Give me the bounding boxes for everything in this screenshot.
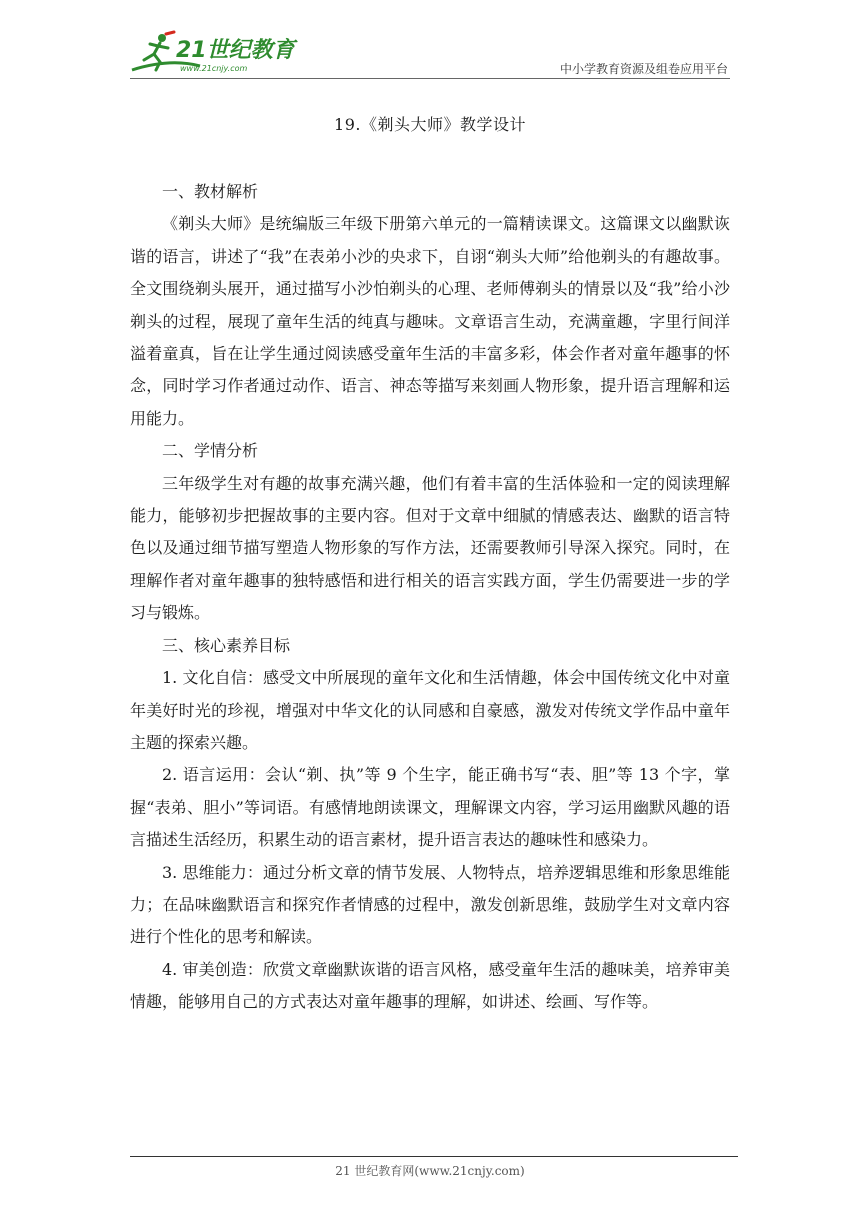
logo-url: www.21cnjy.com bbox=[180, 64, 248, 73]
goal-thinking: 3. 思维能力：通过分析文章的情节发展、人物特点，培养逻辑思维和形象思维能力；在品味幽默语言和探究作者情感的过程中，激发创新思维，鼓励学生对文章内容进行个性化的思考和解读。 bbox=[130, 862, 730, 947]
header-divider bbox=[130, 78, 730, 79]
logo-text: 21世纪教育 bbox=[176, 38, 295, 63]
section-paragraph: 《剃头大师》是统编版三年级下册第六单元的一篇精读课文。这篇课文以幽默诙谐的语言，讲述了“我”在表弟小沙的央求下，自诩“剃头大师”给他剃头的有趣故事。全文围绕剃头展开，通过描写小沙怕剃头的心理、老师傅剃头的情景以及“我”给小沙剃头的过程，展现了童年生活的纯真与趣味。文章语言生动，充满童趣，字里行间洋溢着童真，旨在让学生通过阅读感受童年生活的丰富多彩，体会作者对童年趣事的怀念，同时学习作者通过动作、语言、神态等描写来刻画人物形象，提升语言理解和运用能力。 bbox=[130, 214, 730, 428]
footer-divider bbox=[130, 1156, 738, 1157]
section-heading: 三、核心素养目标 bbox=[162, 635, 291, 655]
page-header bbox=[130, 26, 730, 78]
goal-language: 2. 语言运用：会认“剃、执”等 9 个生字，能正确书写“表、胆”等 13 个字，掌握“表弟、胆小”等词语。有感情地朗读课文，理解课文内容，学习运用幽默风趣的语言描述生活经历，积累生动的语言素材，提升语言表达的趣味性和感染力。 bbox=[130, 765, 730, 850]
document-title: 19.《剃头大师》教学设计 bbox=[334, 115, 526, 134]
section-heading: 二、学情分析 bbox=[162, 441, 259, 461]
section-heading: 一、教材解析 bbox=[162, 182, 259, 201]
runner-logo-icon bbox=[130, 30, 300, 76]
page-footer[interactable]: 21 世纪教育网(www.21cnjy.com) bbox=[335, 1164, 525, 1178]
section-paragraph: 三年级学生对有趣的故事充满兴趣，他们有着丰富的生活体验和一定的阅读理解能力，能够初步把握故事的主要内容。但对于文章中细腻的情感表达、幽默的语言特色以及通过细节描写塑造人物形象的写作方法，还需要教师引导深入探究。同时，在理解作者对童年趣事的独特感悟和进行相关的语言实践方面，学生仍需要进一步的学习与锻炼。 bbox=[130, 473, 730, 623]
site-logo[interactable] bbox=[130, 30, 300, 76]
platform-tagline: 中小学教育资源及组卷应用平台 bbox=[559, 62, 728, 76]
goal-aesthetics: 4. 审美创造：欣赏文章幽默诙谐的语言风格，感受童年生活的趣味美，培养审美情趣，能够用自己的方式表达对童年趣事的理解，如讲述、绘画、写作等。 bbox=[130, 959, 730, 1012]
goal-culture: 1. 文化自信：感受文中所展现的童年文化和生活情趣，体会中国传统文化中对童年美好时光的珍视，增强对中华文化的认同感和自豪感，激发对传统文学作品中童年主题的探索兴趣。 bbox=[130, 668, 730, 752]
document-body bbox=[130, 176, 730, 1019]
